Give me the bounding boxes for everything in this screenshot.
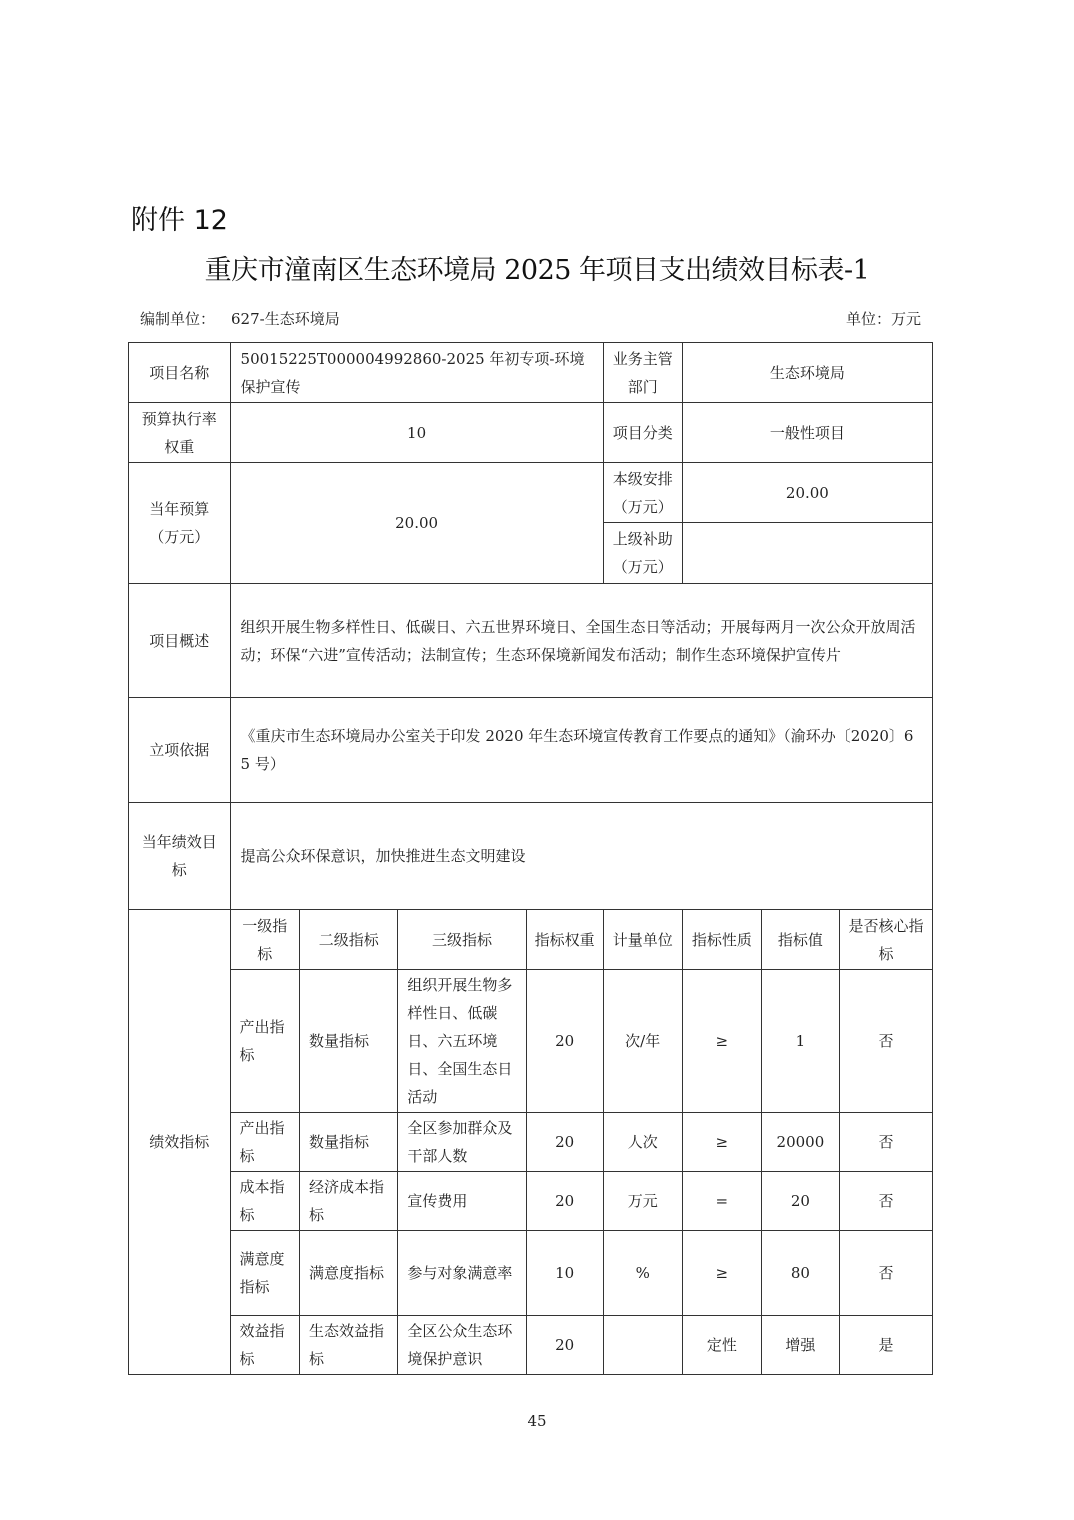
nature-cell: = <box>682 1172 761 1231</box>
weight-cell: 20 <box>526 1316 603 1375</box>
performance-target-table <box>128 342 933 1375</box>
header-nature: 指标性质 <box>682 910 761 970</box>
unit-cell: 次/年 <box>603 970 682 1113</box>
level1-cell: 产出指标 <box>230 1113 299 1172</box>
level2-cell: 生态效益指标 <box>300 1316 398 1375</box>
core-cell: 是 <box>839 1316 932 1375</box>
compiling-unit-value: 627-生态环境局 <box>231 310 340 328</box>
nature-cell: ≥ <box>682 970 761 1113</box>
row-overview <box>129 584 933 698</box>
currency-unit: 单位：万元 <box>845 310 921 328</box>
overview-label: 项目概述 <box>129 584 231 698</box>
goal-label: 当年绩效目标 <box>129 803 231 910</box>
unit-cell: % <box>603 1231 682 1316</box>
budget-value: 20.00 <box>230 463 603 584</box>
budget-label: 当年预算（万元） <box>129 463 231 584</box>
table-row <box>129 970 933 1113</box>
level1-cell: 成本指标 <box>230 1172 299 1231</box>
header-value: 指标值 <box>761 910 839 970</box>
core-cell: 否 <box>839 1113 932 1172</box>
level2-cell: 数量指标 <box>300 970 398 1113</box>
document-title: 重庆市潼南区生态环境局 2025 年项目支出绩效目标表-1 <box>204 255 870 286</box>
nature-cell: ≥ <box>682 1113 761 1172</box>
value-cell: 增强 <box>761 1316 839 1375</box>
level3-cell: 参与对象满意率 <box>398 1231 526 1316</box>
upper-subsidy-label: 上级补助（万元） <box>603 523 682 584</box>
header-level2: 二级指标 <box>300 910 398 970</box>
basis-value: 《重庆市生态环境局办公室关于印发 2020 年生态环境宣传教育工作要点的通知》（渝环办〔2020〕65 号） <box>230 698 932 803</box>
nature-cell: 定性 <box>682 1316 761 1375</box>
core-cell: 否 <box>839 1172 932 1231</box>
table-row <box>129 1231 933 1316</box>
level3-cell: 宣传费用 <box>398 1172 526 1231</box>
local-arrangement-value: 20.00 <box>682 463 932 523</box>
core-cell: 否 <box>839 1231 932 1316</box>
dept-label: 业务主管部门 <box>603 343 682 403</box>
row-goal <box>129 803 933 910</box>
level1-cell: 效益指标 <box>230 1316 299 1375</box>
unit-cell: 万元 <box>603 1172 682 1231</box>
unit-cell <box>603 1316 682 1375</box>
level2-cell: 数量指标 <box>300 1113 398 1172</box>
row-budget-local <box>129 463 933 523</box>
weight-cell: 20 <box>526 1113 603 1172</box>
upper-subsidy-value <box>682 523 932 584</box>
basis-label: 立项依据 <box>129 698 231 803</box>
value-cell: 20000 <box>761 1113 839 1172</box>
level2-cell: 经济成本指标 <box>300 1172 398 1231</box>
level1-cell: 满意度指标 <box>230 1231 299 1316</box>
row-basis <box>129 698 933 803</box>
value-cell: 1 <box>761 970 839 1113</box>
table-row <box>129 1172 933 1231</box>
dept-value: 生态环境局 <box>682 343 932 403</box>
unit-cell: 人次 <box>603 1113 682 1172</box>
indicator-header-row <box>129 910 933 970</box>
project-name-label: 项目名称 <box>129 343 231 403</box>
category-value: 一般性项目 <box>682 403 932 463</box>
header-core: 是否核心指标 <box>839 910 932 970</box>
level3-cell: 全区公众生态环境保护意识 <box>398 1316 526 1375</box>
weight-value: 10 <box>230 403 603 463</box>
compiling-unit <box>140 308 340 329</box>
local-arrangement-label: 本级安排（万元） <box>603 463 682 523</box>
core-cell: 否 <box>839 970 932 1113</box>
compiling-unit-label: 编制单位： <box>140 310 216 328</box>
indicators-label: 绩效指标 <box>129 910 231 1375</box>
goal-value: 提高公众环保意识，加快推进生态文明建设 <box>230 803 932 910</box>
table-row <box>129 1113 933 1172</box>
weight-label: 预算执行率权重 <box>129 403 231 463</box>
value-cell: 20 <box>761 1172 839 1231</box>
overview-value: 组织开展生物多样性日、低碳日、六五世界环境日、全国生态日等活动；开展每两月一次公众开放周活动；环保“六进”宣传活动；法制宣传；生态环保境新闻发布活动；制作生态环境保护宣传片 <box>230 584 932 698</box>
project-name-value: 50015225T000004992860-2025 年初专项-环境保护宣传 <box>230 343 603 403</box>
nature-cell: ≥ <box>682 1231 761 1316</box>
level3-cell: 组织开展生物多样性日、低碳日、六五环境日、全国生态日活动 <box>398 970 526 1113</box>
header-level3: 三级指标 <box>398 910 526 970</box>
page-number: 45 <box>527 1412 547 1430</box>
level3-cell: 全区参加群众及干部人数 <box>398 1113 526 1172</box>
header-unit: 计量单位 <box>603 910 682 970</box>
category-label: 项目分类 <box>603 403 682 463</box>
weight-cell: 10 <box>526 1231 603 1316</box>
header-weight: 指标权重 <box>526 910 603 970</box>
weight-cell: 20 <box>526 1172 603 1231</box>
header-level1: 一级指标 <box>230 910 299 970</box>
row-project-name <box>129 343 933 403</box>
table-row <box>129 1316 933 1375</box>
attachment-label: 附件 12 <box>131 205 228 236</box>
row-weight <box>129 403 933 463</box>
level2-cell: 满意度指标 <box>300 1231 398 1316</box>
value-cell: 80 <box>761 1231 839 1316</box>
weight-cell: 20 <box>526 970 603 1113</box>
level1-cell: 产出指标 <box>230 970 299 1113</box>
